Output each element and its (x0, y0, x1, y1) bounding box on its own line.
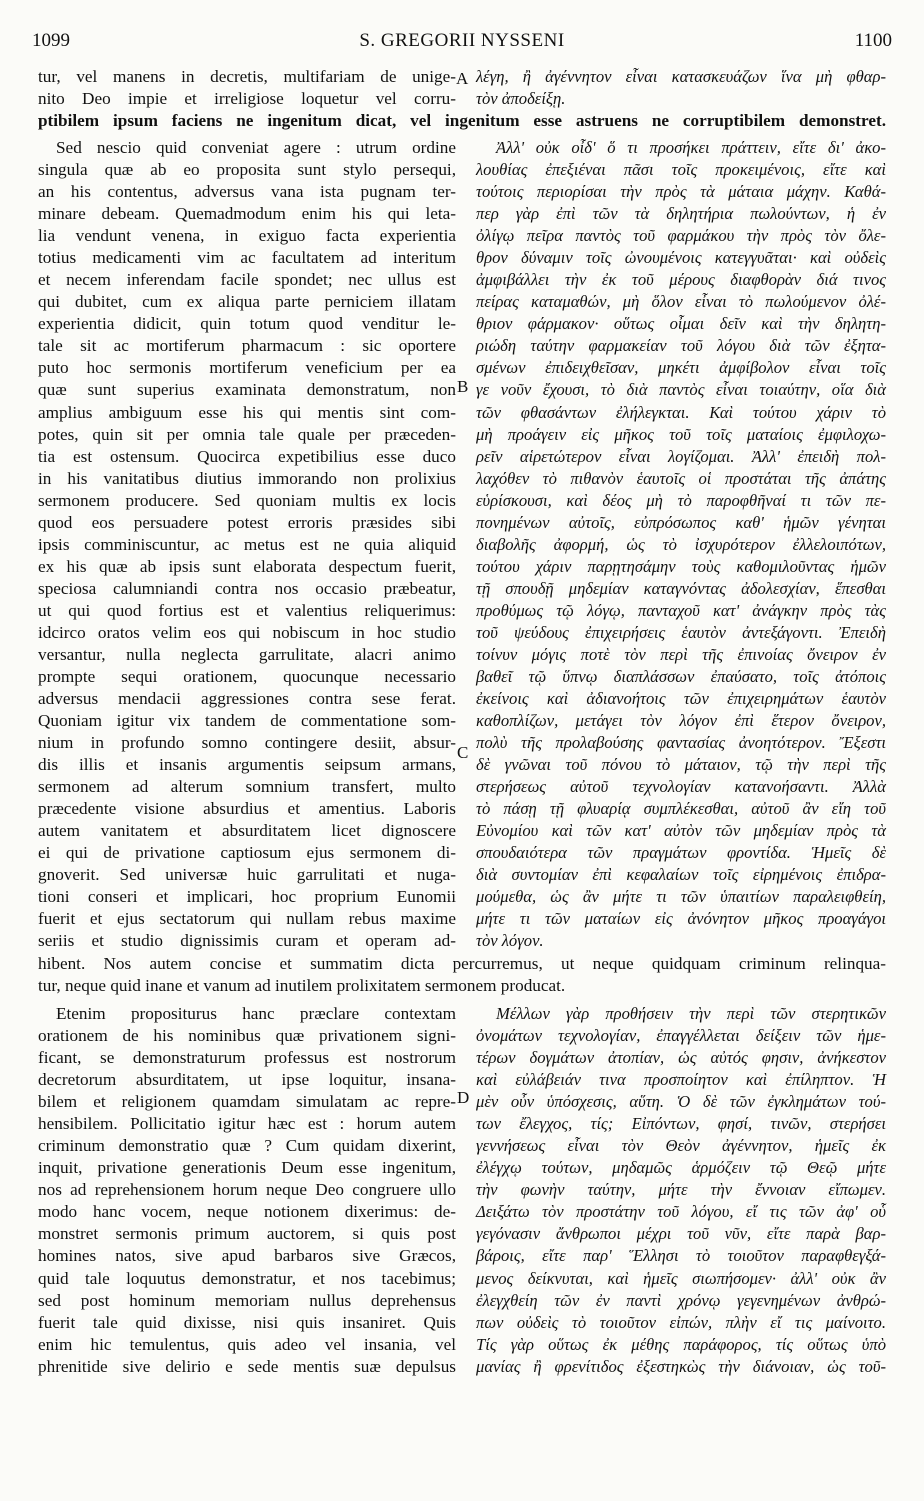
latin-line: Quoniam igitur vix tandem de commentatione som- (38, 711, 456, 730)
latin-line: qui dubitet, cum ex aliqua parte perniciem illatam (38, 292, 456, 312)
latin-line: seriis et studio dignissimis curam et operam ad- (38, 931, 456, 951)
greek-line: ἀμφιβάλλει τὴν ἐκ τοῦ μέρους διαφθορὰν διά τινος (476, 270, 886, 290)
greek-line: τὸν λόγον. (476, 931, 544, 951)
latin-line: versantur, nulla neglecta garrulitate, alacri animo (38, 644, 456, 664)
latin-line: nium in profundo somno contingere desiit, absur- (38, 733, 456, 753)
greek-line: βαθεῖ τῷ ὕπνῳ διαπλάσσων ἐπαύσατο, τοῖς ἀτόποις (476, 667, 886, 686)
greek-line: λαχόθεν τὸ πιθανὸν ἑαυτοῖς οἱ προστάται τῆς ἀπάτης (476, 468, 886, 488)
full-width-line: ptibilem ipsum faciens ne ingenitum dicat, vel ingenitum esse astruens ne corruptibilem demonstret. (38, 111, 886, 130)
latin-line: bilem et religionem quamdam simulatam ac repre- (38, 1092, 456, 1112)
full-width-line: hibent. Nos autem concise et summatim dicta percurremus, ut neque quidquam criminum relinqua- (38, 954, 886, 973)
latin-line: hensibilem. Pollicitatio igitur hæc est : horum autem (38, 1114, 456, 1134)
latin-line: nos ad reprehensionem horum neque Deo congruere ullo (38, 1180, 456, 1200)
latin-line: in his vanitatibus diutius immorando non prolixius (38, 468, 456, 488)
greek-line: τῶν φθασάντων ἐλήλεγκται. Καὶ τούτου χάριν τὸ (476, 402, 886, 422)
greek-line: τὴν φωνὴν ταύτην, μήτε τὴν ἔννοιαν εἴπωμεν. (476, 1180, 886, 1200)
greek-line: μενος δείκνυται, καὶ ἡμεῖς σιωπήσομεν· ἀλλ' οὐκ ἂν (476, 1268, 886, 1288)
latin-line: inquit, privatione generationis Deum esse ingenitum, (38, 1158, 456, 1178)
greek-line: θριον φάρμακον· οὕτως οἶμαι δεῖν καὶ τὴν δηλητη- (476, 314, 886, 334)
greek-line: καθοπλίζων, μετάγει τὸν λόγον ἐπὶ ἕτερον ὄνειρον, (476, 711, 886, 730)
greek-line: τούτοις περιορίσαι τὴν πρὸς τὰ μάταια μάχην. Καθά- (476, 182, 886, 202)
greek-line: πείρας καταμαθών, μὴ ὅλον εἶναι τὸ πωλούμενον ὀλέ- (476, 292, 886, 312)
greek-line: τὸ πάσῃ τῇ φλυαρίᾳ συμπλέκεσθαι, αὐτοῦ ἂν εἴη τοῦ (476, 799, 886, 819)
margin-marker-b: B (457, 377, 469, 396)
latin-line: Sed nescio quid conveniat agere : utrum ordine (56, 138, 456, 157)
greek-line: εὑρίσκουσι, καὶ δέος μὴ τὸ παροφθῆναί τι τῶν πε- (476, 490, 886, 510)
latin-line: sed post hominum memoriam nullus deprehensus (38, 1290, 456, 1310)
latin-line: orationem de his nominibus quæ privationem signi- (38, 1026, 456, 1045)
latin-line: autem vanitatem et absurditatem licet dignoscere (38, 821, 456, 841)
running-title: S. GREGORII NYSSENI (359, 30, 565, 51)
latin-line: lia vendunt venena, in exiguo facta experientia (38, 226, 456, 246)
latin-line: ipsis comminiscuntur, ac metus est ne quia aliquid (38, 534, 456, 554)
greek-line: ρεῖν αἱρετώτερον εἶναι λογίζομαι. Ἀλλ' ἐπειδὴ πολ- (476, 446, 886, 466)
greek-line: πων οὐδεὶς τὸ τοιοῦτον εἰπών, πλὴν εἴ τις μαίνοιτο. (476, 1312, 886, 1332)
latin-line: singula quæ ab eo proposita sunt stylo persequi, (38, 160, 456, 179)
greek-line: διαβολῆς ἀφορμή, ὡς τὸ ἰσχυρότερον ἐλλελοιπότων, (476, 534, 886, 554)
greek-line: Δειξάτω τὸν προστάτην τοῦ λόγου, εἴ τις τῶν ἀφ' οὗ (476, 1202, 886, 1222)
greek-line: δὲ γνῶναι τοῦ πόνου τὸ μάταιον, τῷ τὴν περὶ τῆς (476, 755, 886, 775)
latin-line: gnoverit. Sed universæ huic garrulitati et nuga- (38, 865, 456, 885)
greek-line: βάροις, εἴτε παρ' Ἕλλησι τὸ τοιοῦτον παραφθεγξά- (476, 1246, 886, 1266)
latin-line: Etenim propositurus hanc præclare contextam (56, 1004, 456, 1023)
greek-line: Εὐνομίου καὶ τῶν κατ' αὐτὸν τῶν μηδεμίαν πρὸς τὰ (476, 821, 886, 841)
latin-line: experientia didicit, quin totum quod venditur le- (38, 314, 456, 334)
margin-marker-a: A (456, 69, 469, 88)
latin-line: phrenitide sive delirio e sede mentis suæ depulsus (38, 1356, 456, 1376)
running-header (32, 30, 892, 56)
greek-line: στερήσεως αὐτοῦ τεχνολογίαν κατανοήσαντι. Ἀλλὰ (476, 777, 886, 797)
greek-line: σπουδαιότερα τῶν πραγμάτων φροντίδα. Ἡμεῖς δὲ (476, 843, 886, 863)
latin-line: an his contentus, adversus vana ista pugnam ter- (38, 182, 456, 202)
greek-line: ἐκείνοις καὶ ἀδιανοήτοις τῶν ἐπιχειρημάτων ἑαυτὸν (476, 689, 886, 708)
margin-marker-c: C (457, 743, 469, 762)
latin-line: ficant, se demonstraturum professus est nostrorum (38, 1048, 456, 1068)
greek-line: διὰ συντομίαν ἐπὶ κεφαλαίων τοῖς εἰρημένοις ἐπιδρα- (476, 865, 886, 885)
greek-line: πονημένων αὐτοῖς, εὐπρόσωπος καθ' ἡμῶν γένηται (476, 512, 886, 532)
greek-line: περ γὰρ ἐπὶ τῶν τὰ δηλητήρια πωλούντων, ἡ ἐν (476, 204, 886, 224)
latin-line: minare debeam. Quemadmodum enim his qui leta- (38, 204, 456, 224)
margin-marker-d: D (457, 1088, 470, 1107)
right-column-number: 1100 (854, 30, 892, 51)
latin-line: quod eos persuadere potest erroris præsides sibi (38, 512, 456, 532)
greek-line: γεγόνασιν ἄνθρωποι μέχρι τοῦ νῦν, εἴτε παρὰ βαρ- (476, 1224, 886, 1244)
greek-line: ἐλεγχθείη τῶν ἐν παντὶ χρόνῳ γεγενημένων ἀνθρώ- (476, 1290, 886, 1310)
greek-line: πολὺ τῆς προλαβούσης φαντασίας ἀνοητότερον. Ἔξεστι (476, 733, 886, 753)
latin-line: tale sit ac mortiferum pharmacum : sic oportere (38, 336, 456, 356)
latin-line: idcirco oratos velim eos qui nobiscum in hoc studio (38, 622, 456, 642)
latin-line: amplius ambiguum esse his qui mentis sint com- (38, 402, 456, 422)
latin-line: fuerit tale quid dixisse, nisi quis insaniret. Quis (38, 1312, 456, 1332)
latin-line: adversus mendacii aggressiones contra sese ferat. (38, 689, 456, 708)
greek-line: Μέλλων γὰρ προθήσειν τὴν περὶ τῶν στερητικῶν (496, 1004, 886, 1023)
greek-line: τοῦ ψεύδους ἐπιχειρήσεις ἑαυτὸν ἀντεξάγοντι. Ἐπειδὴ (476, 622, 886, 642)
latin-line: sermonem ad alterum somnium transfert, multo (38, 777, 456, 797)
left-column-number: 1099 (32, 30, 70, 51)
latin-line: quæ sunt superius examinata demonstratum, non (38, 380, 456, 400)
greek-line: τὸν ἀποδείξῃ. (476, 89, 566, 108)
latin-line: enim hic temulentus, quis adeo vel insania, vel (38, 1334, 456, 1354)
latin-line: ei qui de privatione captiosum ejus sermonem di- (38, 843, 456, 863)
greek-line: ὀνομάτων τεχνολογίαν, ἐπαγγέλλεται δείξειν τῶν ἡμε- (476, 1026, 886, 1045)
latin-line: modo hanc vocem, neque notionem dixerimus: de- (38, 1202, 456, 1222)
greek-line: ριώδη ταύτην φαρμακείαν τοῦ λόγου διὰ τῶν ἐξητα- (476, 336, 886, 356)
latin-line: puto hoc sermonis mortiferum veneficium per ea (38, 358, 456, 378)
latin-line: speciosa calumniandi contra nos occasio præbeatur, (38, 578, 456, 598)
latin-line: homines natos, sive apud barbaros sive Græcos, (38, 1246, 456, 1266)
latin-line: totius medicamenti vim ac facultatem ad interitum (38, 248, 456, 268)
greek-line: λουθίας ἐπεξιέναι πᾶσι τοῖς προκειμένοις, εἴτε καὶ (476, 160, 886, 179)
latin-line: præcedente visione absurdius et amentius. Laboris (38, 799, 456, 819)
greek-line: Τίς γὰρ οὕτως ἐκ μέθης παράφορος, τίς οὕτως ὑπὸ (476, 1334, 886, 1354)
latin-line: criminum demonstratio quæ ? Cum quidam dixerint, (38, 1136, 456, 1156)
greek-line: γεννήσεως εἶναι τὸν Θεὸν ἀγέννητον, ἡμεῖς ἐκ (476, 1136, 886, 1156)
greek-line: τοίνυν μόγις ποτὲ τὸν περὶ τῆς ἐπινοίας ὄνειρον ἐν (476, 644, 886, 664)
latin-line: potes, quin sit per omnia tale quale per præceden- (38, 424, 456, 444)
greek-line: γε νοῦν ἔχουσι, τὸ διὰ παντὸς εἶναι τοιαύτην, οἵα διὰ (476, 380, 886, 400)
greek-line: μανίας ἢ φρενίτιδος ἐξεστηκὼς τὴν διάνοιαν, ὡς τοῦ- (476, 1356, 886, 1376)
greek-line: ἐλέγχῳ τούτων, μηδαμῶς ἁρμόζειν τῷ Θεῷ μήτε (476, 1158, 886, 1178)
greek-line: προθύμως τῷ λόγῳ, πανταχοῦ κατ' ἀνάγκην πρὸς τὰς (476, 600, 886, 620)
latin-line: fuerit et ejus sectatorum qui nullam rebus maxime (38, 909, 456, 929)
latin-line: tioni conseri et implicari, hoc proprium Eunomii (38, 887, 456, 907)
greek-line: τέρων δογμάτων ἀτοπίαν, ὡς αὐτός φησιν, ἀνήκεστον (476, 1048, 886, 1068)
greek-line: καὶ εὐλάβειάν τινα προσποίητον καὶ ἐπίληπτον. Ἡ (476, 1070, 886, 1090)
greek-line: σμένων ἐπιδειχθεῖσαν, μηκέτι ἀμφίβολον εἶναι τοῖς (476, 358, 886, 378)
greek-line: ὀλίγῳ πεῖρα παντὸς τοῦ φαρμάκου τὴν πρὸς τὸν ὄλε- (476, 226, 886, 246)
greek-line: μὲν οὖν ὑπόσχεσις, αὕτη. Ὁ δὲ τῶν ἐγκλημάτων τού- (476, 1092, 886, 1112)
full-width-line: tur, neque quid inane et vanum ad inutilem prolixitatem sermonem producat. (38, 976, 566, 995)
greek-line: λέγη, ἢ ἀγέννητον εἶναι κατασκευάζων ἵνα μὴ φθαρ- (476, 67, 886, 86)
greek-line: τούτου χάριν παρῃτησάμην τοὺς καθομιλοῦντας ἡμῶν (476, 556, 886, 576)
latin-line: prompte sequi orationem, quocunque necessario (38, 667, 456, 686)
latin-line: decretorum absurditatem, ut ipse loquitur, insana- (38, 1070, 456, 1090)
latin-line: et necem inferendam facile spondet; nec ullus est (38, 270, 456, 290)
greek-line: μὴ προάγειν εἰς μῆκος τοῦ τοῖς ματαίοις ἐμφιλοχω- (476, 424, 886, 444)
latin-line: ut qui quod fortius est et valentius reliquerimus: (38, 600, 456, 620)
greek-line: των ἔλεγχος, τίς; Εἰπόντων, φησί, τινῶν, στερήσει (476, 1114, 886, 1134)
greek-line: μήτε τι τῶν ματαίων εἰς ἀνόνητον μῆκος προαγάγοι (476, 909, 886, 929)
greek-line: Ἀλλ' οὐκ οἶδ' ὅ τι προσήκει πράττειν, εἴτε δι' ἀκο- (496, 138, 886, 157)
latin-line: sermonem producere. Sed quoniam multis ex locis (38, 490, 456, 510)
greek-line: μούμεθα, ὡς ἂν μήτε τι τῶν ὑπαιτίων παραλειφθείη, (476, 887, 886, 907)
latin-line: ex his quæ ab ipsis sunt elaborata despectum fuerit, (38, 556, 456, 576)
latin-line: quid tale loquutus demonstratur, et nos tacebimus; (38, 1268, 456, 1288)
latin-line: nito Deo impie et irreligiose loquetur vel corru- (38, 89, 456, 108)
latin-line: tia est ostensum. Quocirca expetibilius esse duco (38, 446, 456, 466)
latin-line: dis illis et insanis argumentis seipsum armans, (38, 755, 456, 775)
latin-line: monstret sermonis primum auctorem, si quis post (38, 1224, 456, 1244)
greek-line: θρον δύναμιν τοῖς ὠνουμένοις κατεγγυᾶται· καὶ οὐδεὶς (476, 248, 886, 268)
greek-line: τῇ σπουδῇ μηδεμίαν καταγνόντας ἀδολεσχίαν, ἕπεσθαι (476, 578, 886, 598)
latin-line: tur, vel manens in decretis, multifariam de unige- (38, 67, 456, 86)
